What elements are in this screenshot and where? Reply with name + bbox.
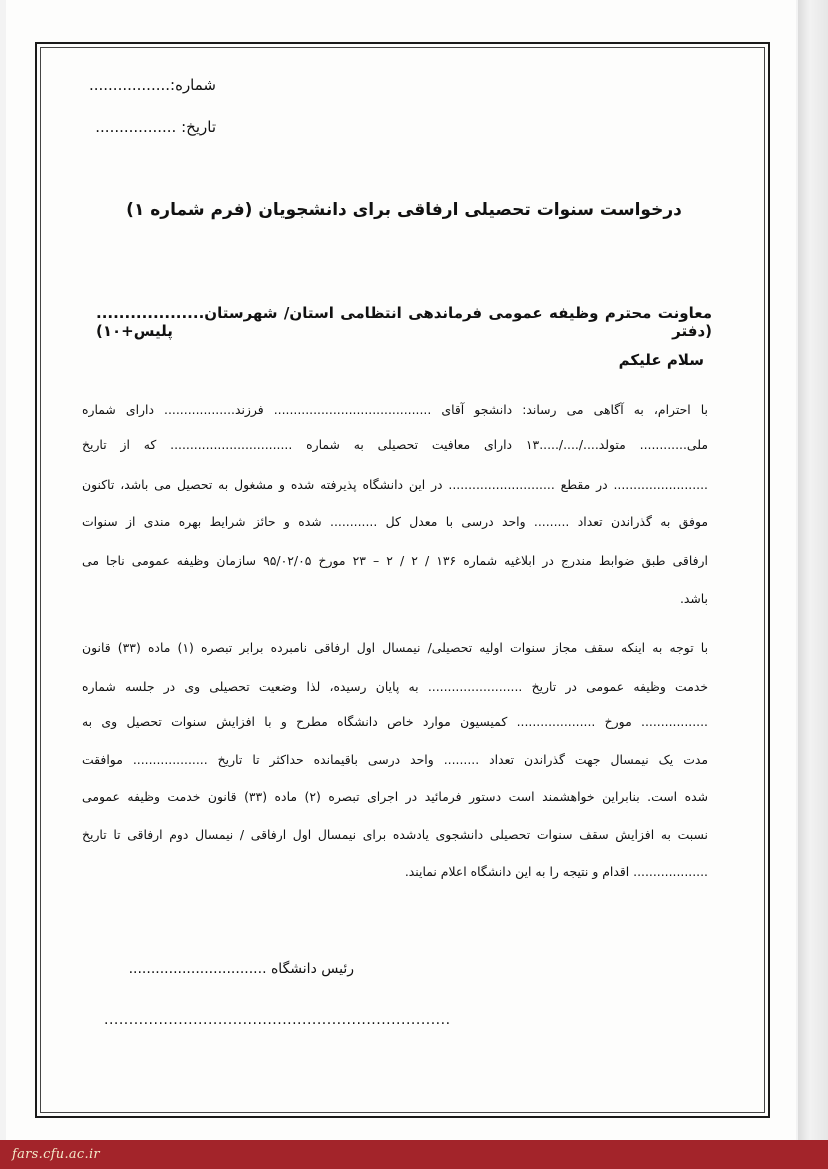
body-line: ................. مورخ .................... کمیسیون موارد خاص دانشگاه مطرح و با افزایش سنوات تحصیل وی به bbox=[82, 714, 708, 729]
body-line: مدت یک نیمسال جهت گذراندن تعداد ......... واحد درسی باقیمانده حداکثر تا تاریخ ................... موافقت bbox=[82, 752, 708, 767]
body-line: شده است. بنابراین خواهشمند است دستور فرمائید در اجرای تبصره (۲) ماده (۳۳) قانون خدمت وظیفه عمومی bbox=[82, 789, 708, 804]
greeting: سلام علیکم bbox=[618, 351, 704, 369]
form-date-field: تاریخ: ................. bbox=[95, 118, 216, 136]
signature-label: رئیس دانشگاه ............................... bbox=[128, 961, 354, 977]
footer-site[interactable]: fars.cfu.ac.ir bbox=[12, 1147, 100, 1162]
recipient-line: معاونت محترم وظیفه عمومی فرماندهی انتظامی استان/ شهرستان...................(دفتر پلیس+۱۰) bbox=[96, 304, 712, 340]
form-number-field: شماره:................. bbox=[88, 76, 216, 94]
body-line: با توجه به اینکه سقف مجاز سنوات اولیه تحصیلی/ نیمسال اول ارفاقی نامبرده برابر تبصره (۱) ماده (۳۳) قانون bbox=[82, 640, 709, 655]
body-line: ملی............ متولد..../..../.....۱۳ دارای معافیت تحصیلی به شماره ............................... که از تاریخ bbox=[82, 437, 708, 452]
scan-edge bbox=[798, 0, 828, 1140]
signature-line: ...................................................................... bbox=[104, 1012, 451, 1028]
body-line: موفق به گذراندن تعداد ......... واحد درسی با معدل کل ............ شده و حائز شرایط بهره مندی از سنوات bbox=[82, 514, 708, 529]
body-line: نسبت به افزایش سقف سنوات تحصیلی دانشجوی یادشده برای نیمسال اول ارفاقی / نیمسال دوم ارفاقی تا تاریخ bbox=[82, 827, 708, 842]
body-line: ........................ در مقطع ........................... در این دانشگاه پذیرفته شده و مشغول به تحصیل می باشد، تاکنون bbox=[82, 477, 708, 492]
form-title: درخواست سنوات تحصیلی ارفاقی برای دانشجویان (فرم شماره ۱) bbox=[126, 200, 682, 220]
footer-bar bbox=[0, 1140, 828, 1169]
body-line: ارفاقی طبق ضوابط مندرج در ابلاغیه شماره ۱۳۶ / ۲ / ۲ – ۲۳ مورخ ۹۵/۰۲/۰۵ سازمان وظیفه عمومی ناجا می bbox=[82, 553, 708, 568]
body-line: ................... اقدام و نتیجه را به این دانشگاه اعلام نمایند. bbox=[404, 864, 708, 879]
body-line: خدمت وظیفه عمومی در تاریخ ........................ به پایان رسیده، لذا وضعیت تحصیلی وی در جلسه شماره bbox=[82, 679, 708, 694]
body-line: باشد. bbox=[679, 591, 708, 606]
body-line: با احترام، به آگاهی می رساند: دانشجو آقای ........................................ فرزند.................. دارای شماره bbox=[82, 402, 708, 417]
